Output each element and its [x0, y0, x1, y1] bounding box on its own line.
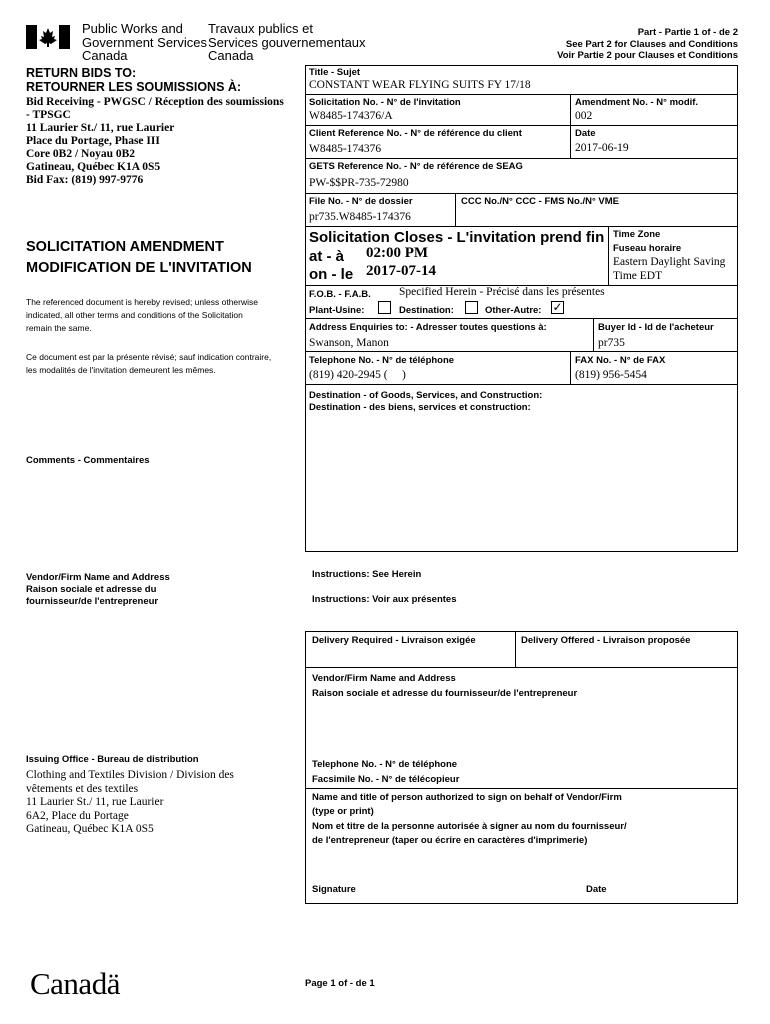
amendment-note-fr [26, 351, 271, 377]
vendor-label-line: Vendor/Firm Name and Address [26, 572, 170, 583]
time-zone-value-2: Time EDT [613, 270, 663, 282]
dept-en-line: Canada [82, 48, 128, 63]
closing-time-value: 02:00 PM [366, 245, 429, 261]
instructions-fr: Instructions: Voir aux présentes [312, 594, 457, 605]
vendor-label-line: Raison sociale et adresse du [26, 584, 157, 595]
plant-checkbox[interactable] [378, 301, 391, 314]
dept-en-line: Public Works and [82, 21, 183, 36]
dept-en-line: Government Services [82, 34, 207, 50]
at-label: at - à [309, 248, 345, 265]
client-reference-label: Client Reference No. - N° de référence du client [309, 128, 522, 139]
title-value: CONSTANT WEAR FLYING SUITS FY 17/18 [309, 79, 531, 91]
vendor-name-label-en: Vendor/Firm Name and Address [312, 673, 456, 684]
rule [305, 788, 738, 789]
vendor-facsimile-label: Facsimile No. - N° de télécopieur [312, 774, 460, 785]
return-bids-title-en: RETURN BIDS TO: [26, 66, 137, 80]
rule [593, 318, 594, 351]
file-number-value: pr735.W8485-174376 [309, 211, 411, 223]
authorized-person-label-2: (type or print) [312, 806, 374, 817]
plant-label: Plant-Usine: [309, 305, 365, 316]
dept-fr-line: Canada [208, 48, 254, 63]
date-value: 2017-06-19 [575, 142, 629, 154]
address-enquiries-value: Swanson, Manon [309, 337, 389, 349]
fob-value: Specified Herein - Précisé dans les présentes [399, 286, 605, 298]
destination-goods-label-en: Destination - of Goods, Services, and Construction: [309, 390, 543, 401]
issuing-line: Gatineau, Québec K1A 0S5 [26, 823, 154, 835]
rule [570, 351, 571, 384]
address-line: Core 0B2 / Noyau 0B2 [26, 148, 136, 160]
time-zone-label-fr: Fuseau horaire [613, 243, 682, 254]
rule [305, 226, 738, 227]
delivery-required-label: Delivery Required - Livraison exigée [312, 635, 476, 646]
amendment-number-label: Amendment No. - N° modif. [575, 97, 699, 108]
rule [305, 351, 738, 352]
return-bids-address [26, 96, 301, 187]
issuing-line: 6A2, Place du Portage [26, 809, 129, 822]
vendor-firm-label [26, 572, 170, 608]
authorized-person-label-1: Name and title of person authorized to sign on behalf of Vendor/Firm [312, 792, 622, 803]
page-number: Page 1 of - de 1 [305, 978, 375, 989]
other-checkbox[interactable]: ✓ [552, 300, 563, 314]
part-info [557, 27, 738, 62]
destination-checkbox[interactable] [465, 301, 478, 314]
note-line: remain the same. [26, 323, 92, 333]
issuing-line: Clothing and Textiles Division / Division des [26, 769, 234, 781]
buyer-id-label: Buyer Id - Id de l'acheteur [598, 322, 714, 333]
address-line: Gatineau, Québec K1A 0S5 [26, 161, 161, 173]
other-label: Other-Autre: [485, 305, 542, 316]
vendor-telephone-label: Telephone No. - N° de téléphone [312, 759, 458, 770]
rule [305, 158, 738, 159]
vendor-label-line: fournisseur/de l'entrepreneur [26, 596, 159, 607]
solicitation-closes-title: Solicitation Closes - L'invitation prend fin [309, 229, 605, 246]
rule [305, 94, 738, 95]
fob-label: F.O.B. - F.A.B. [309, 289, 371, 300]
title-label: Title - Sujet [309, 67, 361, 78]
fax-value: (819) 956-5454 [575, 369, 647, 381]
rule [305, 193, 738, 194]
fax-label: FAX No. - N° de FAX [575, 355, 666, 366]
on-label: on - le [309, 266, 354, 283]
rule [305, 125, 738, 126]
client-reference-value: W8485-174376 [309, 143, 382, 155]
date-label: Date [575, 128, 596, 139]
delivery-offered-label: Delivery Offered - Livraison proposée [521, 635, 691, 646]
department-name-english [82, 22, 207, 63]
issuing-office-label: Issuing Office - Bureau de distribution [26, 754, 199, 765]
issuing-line: vêtements et des textiles [26, 782, 139, 795]
gets-reference-label: GETS Reference No. - N° de référence de SEAG [309, 161, 523, 172]
issuing-line: 11 Laurier St./ 11, rue Laurier [26, 796, 164, 808]
buyer-id-value: pr735 [598, 337, 625, 349]
time-zone-label-en: Time Zone [613, 229, 661, 240]
dept-fr-line: Travaux publics et [208, 21, 314, 36]
canada-wordmark: Canadä [30, 966, 120, 1001]
gets-reference-value: PW-$$PR-735-72980 [309, 177, 409, 189]
comments-label: Comments - Commentaires [26, 455, 150, 466]
telephone-label: Telephone No. - N° de téléphone [309, 355, 455, 366]
rule [455, 193, 456, 226]
vendor-name-label-fr: Raison sociale et adresse du fournisseur/de l'entrepreneur [312, 688, 578, 699]
instructions-en: Instructions: See Herein [312, 569, 422, 580]
return-bids-title-fr: RETOURNER LES SOUMISSIONS À: [26, 80, 242, 94]
address-line: 11 Laurier St./ 11, rue Laurier [26, 122, 175, 134]
amendment-title-fr: MODIFICATION DE L'INVITATION [26, 260, 252, 276]
address-enquiries-label: Address Enquiries to: - Adresser toutes questions à: [309, 322, 547, 333]
rule [305, 667, 738, 668]
rule [305, 384, 738, 385]
authorized-person-label-4: de l'entrepreneur (taper ou écrire en caractères d'imprimerie) [312, 835, 588, 846]
ccc-number-label: CCC No./N° CCC - FMS No./N° VME [461, 196, 620, 207]
authorized-person-label-3: Nom et titre de la personne autorisée à signer au nom du fournisseur/ [312, 821, 627, 832]
address-line: Bid Fax: (819) 997-9776 [26, 174, 144, 186]
amendment-title-en: SOLICITATION AMENDMENT [26, 239, 224, 255]
amendment-title [26, 237, 252, 279]
closing-date-value: 2017-07-14 [366, 263, 436, 279]
note-line: The referenced document is hereby revised; unless otherwise [26, 297, 258, 307]
part-line: Part - Partie 1 of - de 2 [637, 27, 738, 38]
rule [515, 631, 516, 667]
solicitation-number-value: W8485-174376/A [309, 110, 393, 122]
note-line: indicated, all other terms and conditions of the Solicitation [26, 310, 243, 320]
address-line: - TPSGC [26, 109, 71, 121]
address-line: Place du Portage, Phase III [26, 135, 160, 147]
department-name-french [208, 22, 366, 63]
amendment-number-value: 002 [575, 110, 593, 122]
telephone-value: (819) 420-2945 ( ) [309, 369, 406, 381]
destination-goods-label-fr: Destination - des biens, services et construction: [309, 402, 531, 413]
rule [608, 226, 609, 285]
note-line: Ce document est par la présente révisé; sauf indication contraire, [26, 352, 272, 362]
issuing-office-address [26, 769, 234, 837]
see-part-en: See Part 2 for Clauses and Conditions [565, 38, 738, 50]
destination-checkbox-label: Destination: [399, 305, 454, 316]
time-zone-value-1: Eastern Daylight Saving [613, 256, 726, 268]
signature-date-label: Date [586, 884, 607, 895]
solicitation-number-label: Solicitation No. - N° de l'invitation [309, 97, 461, 108]
rule [570, 94, 571, 158]
rule [305, 318, 738, 319]
see-part-fr: Voir Partie 2 pour Clauses et Conditions [557, 50, 738, 61]
return-bids-heading [26, 66, 241, 94]
address-line: Bid Receiving - PWGSC / Réception des soumissions [26, 96, 284, 108]
dept-fr-line: Services gouvernementaux [208, 34, 366, 50]
government-flag-logo [26, 25, 70, 49]
file-number-label: File No. - N° de dossier [309, 196, 413, 207]
note-line: les modalités de l'invitation demeurent les mêmes. [26, 365, 216, 375]
signature-label: Signature [312, 884, 356, 895]
amendment-note-en [26, 296, 258, 335]
